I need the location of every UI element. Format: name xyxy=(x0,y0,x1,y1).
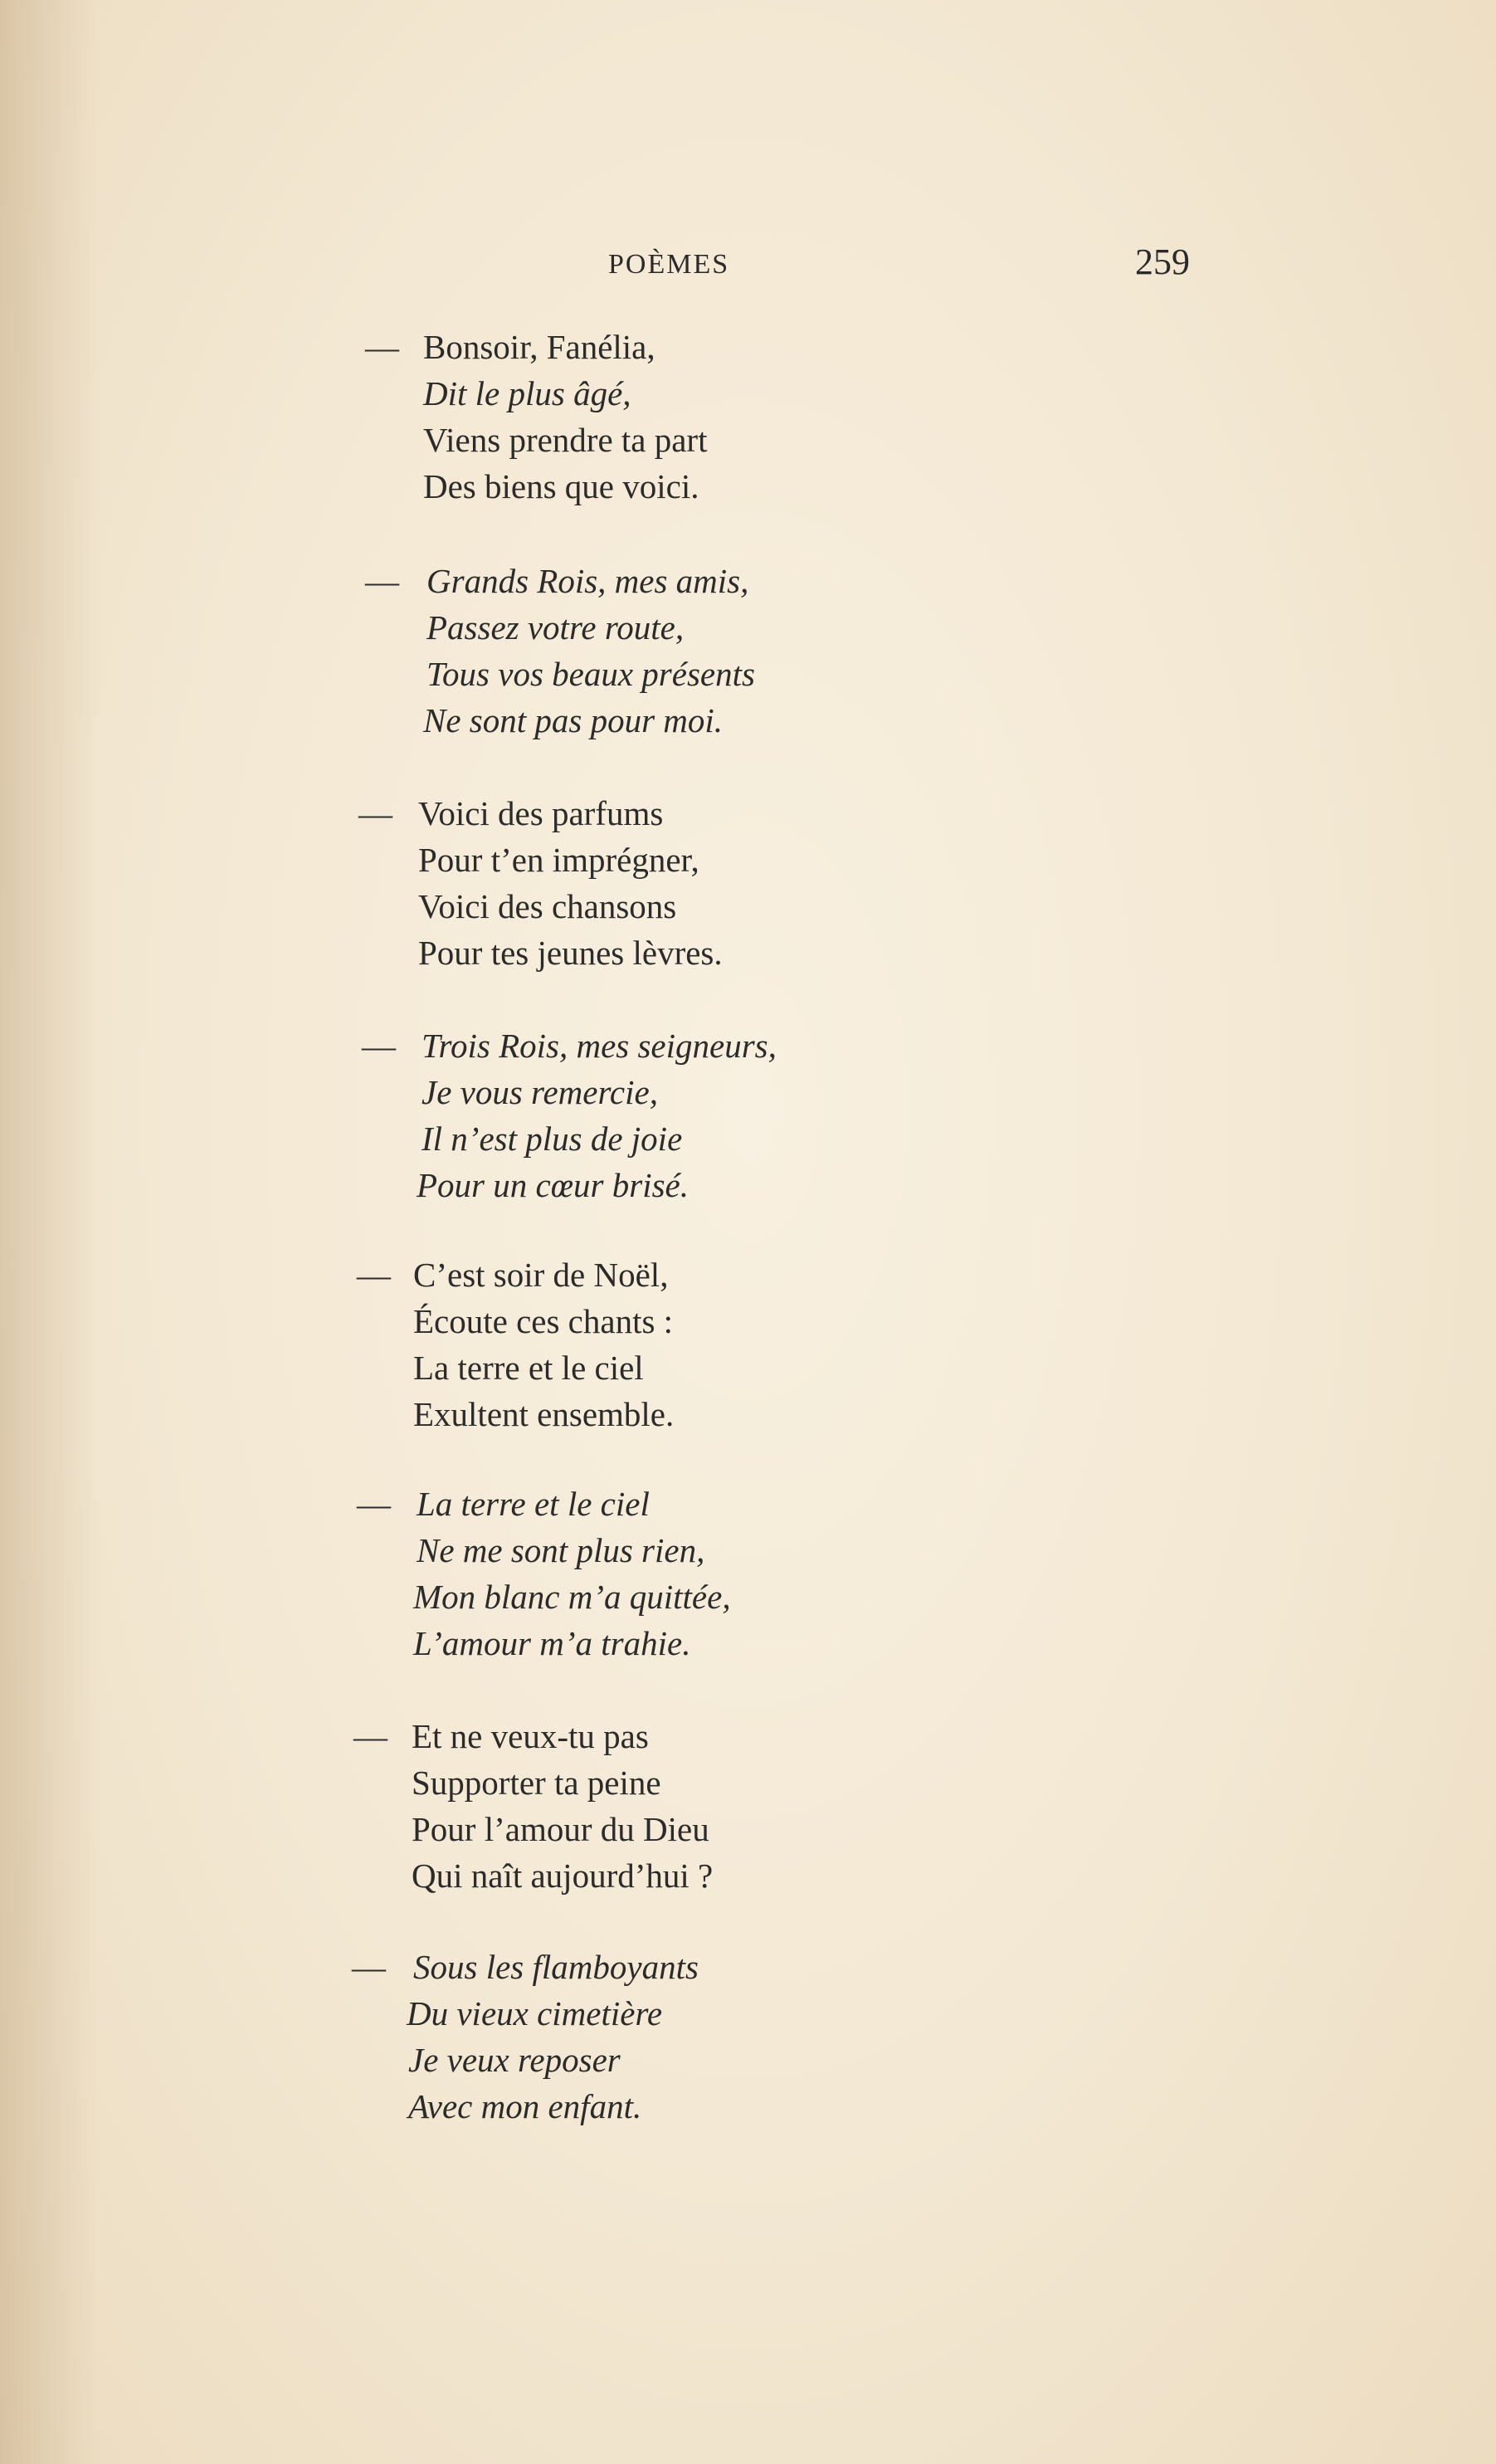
verse-line: Sous les flamboyants xyxy=(413,1948,699,1986)
page-header xyxy=(0,241,1496,290)
verse-line: Viens prendre ta part xyxy=(423,421,708,459)
verse-line: Voici des chansons xyxy=(418,887,677,925)
verse-line: Pour un cœur brisé. xyxy=(417,1166,689,1204)
verse-line: La terre et le ciel xyxy=(413,1349,644,1387)
dialogue-dash: — xyxy=(358,794,392,832)
binding-shadow xyxy=(0,0,100,2464)
verse-line: Voici des parfums xyxy=(418,794,664,832)
dialogue-dash: — xyxy=(357,1485,391,1523)
verse-line: L’amour m’a trahie. xyxy=(413,1624,691,1662)
verse-line: Je veux reposer xyxy=(408,2041,621,2079)
verse-line: Grands Rois, mes amis, xyxy=(426,562,749,600)
verse-line: Tous vos beaux présents xyxy=(426,655,755,693)
verse-line: Exultent ensemble. xyxy=(413,1395,675,1433)
verse-line: Bonsoir, Fanélia, xyxy=(423,328,655,366)
dialogue-dash: — xyxy=(362,1027,396,1065)
verse-line: Je vous remercie, xyxy=(422,1073,658,1111)
verse-line: Mon blanc m’a quittée, xyxy=(413,1578,731,1616)
verse-line: Ne sont pas pour moi. xyxy=(423,701,724,739)
verse-line: Il n’est plus de joie xyxy=(422,1120,683,1158)
verse-line: Et ne veux-tu pas xyxy=(412,1717,649,1755)
running-title: POÈMES xyxy=(608,249,730,280)
verse-line: Des biens que voici. xyxy=(423,467,699,505)
verse-line: Passez votre route, xyxy=(426,608,685,646)
verse-line: Avec mon enfant. xyxy=(408,2087,642,2125)
verse-line: Qui naît aujourd’hui ? xyxy=(412,1857,714,1895)
page-number: 259 xyxy=(1135,242,1190,282)
verse-line: Supporter ta peine xyxy=(412,1764,661,1802)
verse-line: Pour t’en imprégner, xyxy=(418,841,699,879)
verse-line: Du vieux cimetière xyxy=(407,1994,663,2032)
verse-line: Pour tes jeunes lèvres. xyxy=(418,934,723,972)
dialogue-dash: — xyxy=(353,1717,387,1755)
verse-line: Dit le plus âgé, xyxy=(423,374,631,412)
verse-line: Trois Rois, mes seigneurs, xyxy=(422,1027,777,1065)
verse-line: La terre et le ciel xyxy=(417,1485,650,1523)
verse-line: Ne me sont plus rien, xyxy=(417,1531,705,1569)
dialogue-dash: — xyxy=(357,1256,391,1294)
verse-line: C’est soir de Noël, xyxy=(413,1256,669,1294)
dialogue-dash: — xyxy=(365,562,399,600)
dialogue-dash: — xyxy=(352,1948,386,1986)
verse-line: Écoute ces chants : xyxy=(413,1302,674,1340)
verse-line: Pour l’amour du Dieu xyxy=(412,1810,709,1848)
dialogue-dash: — xyxy=(365,328,399,366)
